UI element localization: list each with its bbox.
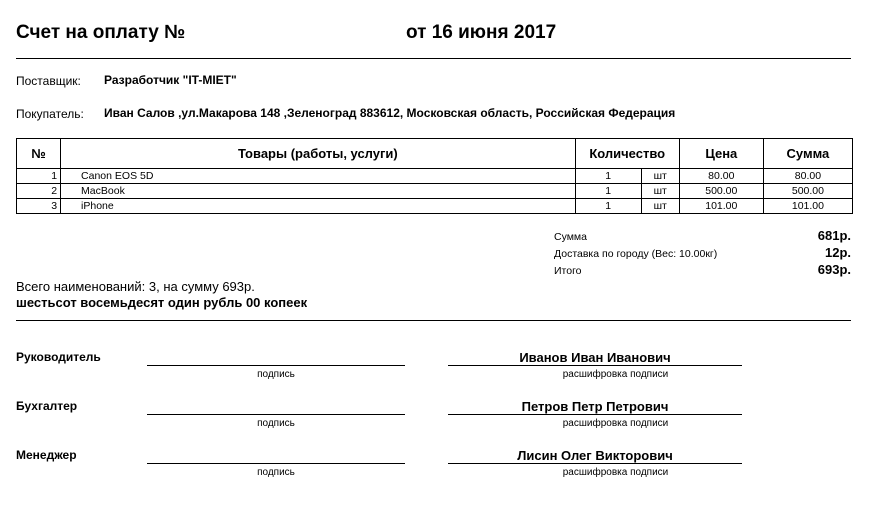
row-qty: 1 [575, 184, 641, 199]
buyer-label: Покупатель: [16, 107, 84, 121]
decode-caption: расшифровка подписи [562, 369, 669, 380]
col-header-qty: Количество [575, 139, 679, 169]
totals-total-value: 693р. [817, 262, 851, 277]
signature-line [147, 414, 405, 415]
supplier-value: Разработчик "IT-MIET" [104, 73, 237, 87]
row-unit: шт [641, 199, 679, 214]
row-sum: 101.00 [763, 199, 852, 214]
col-header-goods: Товары (работы, услуги) [61, 139, 576, 169]
signature-caption: подпись [257, 418, 295, 429]
row-name: MacBook [61, 184, 576, 199]
col-header-price: Цена [679, 139, 763, 169]
invoice-title: Счет на оплату № [16, 22, 186, 43]
signature-name-director: Иванов Иван Иванович [519, 350, 671, 365]
buyer-value: Иван Салов ,ул.Макарова 148 ,Зеленоград 883612, Московская область, Российская Федерация [104, 106, 676, 120]
signature-role-manager: Менеджер [16, 448, 77, 462]
decode-caption: расшифровка подписи [562, 418, 669, 429]
decode-caption: расшифровка подписи [562, 467, 669, 478]
row-name: iPhone [61, 199, 576, 214]
row-unit: шт [641, 169, 679, 184]
row-num: 3 [17, 199, 61, 214]
row-price: 80.00 [679, 169, 763, 184]
invoice-date: от 16 июня 2017 [406, 22, 557, 43]
table-row [17, 184, 853, 199]
signature-line [147, 365, 405, 366]
supplier-label: Поставщик: [16, 74, 81, 88]
row-qty: 1 [575, 199, 641, 214]
row-sum: 80.00 [763, 169, 852, 184]
row-qty: 1 [575, 169, 641, 184]
header-divider [16, 58, 851, 59]
totals-delivery-value: 12р. [824, 245, 851, 260]
totals-total-label: Итого [554, 265, 582, 277]
row-sum: 500.00 [763, 184, 852, 199]
signature-role-director: Руководитель [16, 350, 101, 364]
totals-delivery-label: Доставка по городу (Вес: 10.00кг) [554, 248, 718, 260]
decode-line [448, 463, 742, 464]
goods-table [16, 138, 853, 214]
col-header-num: № [17, 139, 61, 169]
summary-divider [16, 320, 851, 321]
row-num: 2 [17, 184, 61, 199]
totals-sum-value: 681р. [817, 228, 851, 243]
signature-name-accountant: Петров Петр Петрович [521, 399, 669, 414]
table-row [17, 199, 853, 214]
col-header-sum: Сумма [763, 139, 852, 169]
signature-caption: подпись [257, 369, 295, 380]
row-price: 101.00 [679, 199, 763, 214]
row-unit: шт [641, 184, 679, 199]
totals-sum-label: Сумма [554, 231, 587, 243]
signature-role-accountant: Бухгалтер [16, 399, 78, 413]
signature-name-manager: Лисин Олег Викторович [517, 448, 673, 463]
decode-line [448, 414, 742, 415]
row-price: 500.00 [679, 184, 763, 199]
summary-count: Всего наименований: 3, на сумму 693р. [16, 279, 255, 294]
row-name: Canon EOS 5D [61, 169, 576, 184]
row-num: 1 [17, 169, 61, 184]
table-header-row [17, 139, 853, 169]
decode-line [448, 365, 742, 366]
signature-line [147, 463, 405, 464]
signature-caption: подпись [257, 467, 295, 478]
table-row [17, 169, 853, 184]
summary-words: шестьсот восемьдесят один рубль 00 копеек [16, 295, 308, 310]
